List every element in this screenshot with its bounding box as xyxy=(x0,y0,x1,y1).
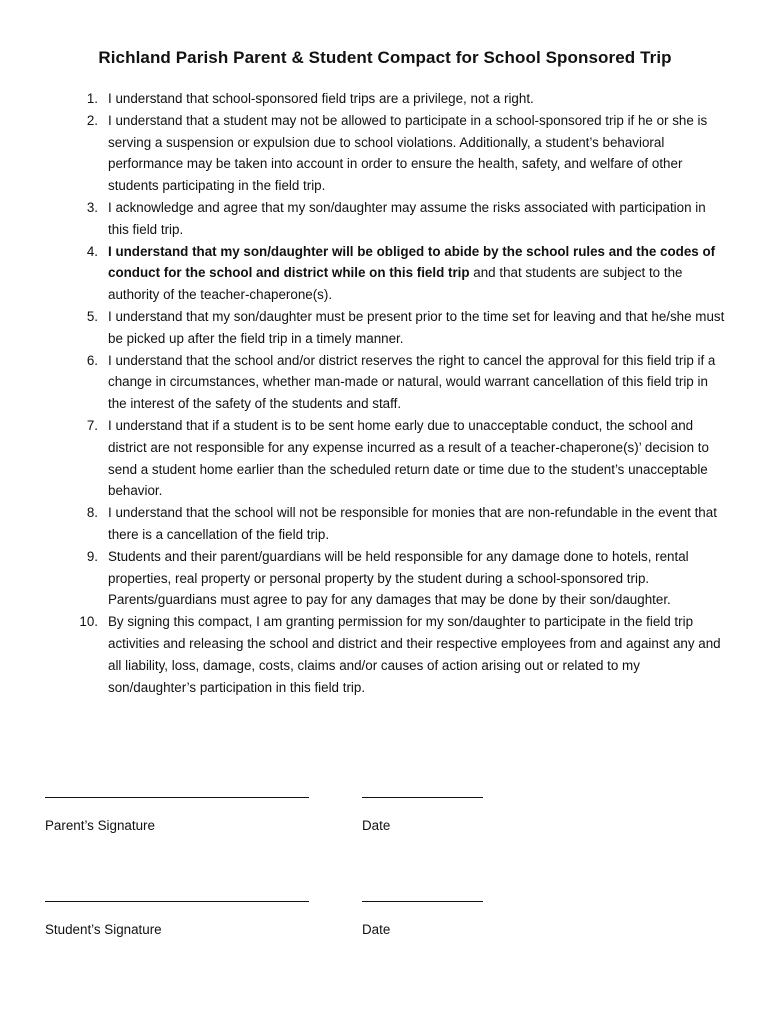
list-item xyxy=(0,241,770,306)
item-number: 9. xyxy=(86,548,98,564)
student-date-line[interactable] xyxy=(362,901,483,902)
list-item xyxy=(0,502,770,546)
item-text: I understand that a student may not be allowed to participate in a school-sponsored trip if he or she is serving a suspension or expulsion due to school violations. Additionally, a student’s behavioral performance may be taken into account in order to ensure the health, safety, and welfare of other students participating in the field trip. xyxy=(108,112,708,194)
item-number: 2. xyxy=(86,112,98,128)
list-item xyxy=(0,110,770,197)
item-text: I acknowledge and agree that my son/daughter may assume the risks associated with participation in this field trip. xyxy=(108,199,706,237)
item-number: 3. xyxy=(86,199,98,215)
item-text: and that students are subject to the authority of the teacher-chaperone(s). xyxy=(108,265,683,303)
item-number: 6. xyxy=(86,352,98,368)
student-signature-line[interactable] xyxy=(45,901,309,902)
item-text: I understand that school-sponsored field trips are a privilege, not a right. xyxy=(108,91,534,106)
parent-signature-line[interactable] xyxy=(45,797,309,798)
item-number: 10. xyxy=(79,614,98,630)
item-text: I understand that the school and/or district reserves the right to cancel the approval for this field trip if a change in circumstances, whether man-made or natural, would warrant cancellation of this field trip in the interest of the safety of the students and staff. xyxy=(108,352,716,412)
compact-terms-list xyxy=(0,88,770,698)
list-item xyxy=(0,88,770,110)
item-bold-text: I understand that my son/daughter will be obliged to abide by the school rules and the codes of conduct for the school and district while on this field trip xyxy=(108,243,716,281)
item-number: 7. xyxy=(86,417,98,433)
item-text: I understand that if a student is to be sent home early due to unacceptable conduct, the school and district are not responsible for any expense incurred as a result of a teacher-chaperone(s)’ decision to send a student home earlier than the scheduled return date or time due to the student’s unacceptable behavior. xyxy=(108,417,709,499)
item-text: By signing this compact, I am granting permission for my son/daughter to participate in the field trip activities and releasing the school and district and their respective employees from and against any and all liability, loss, damage, costs, claims and/or causes of action arising out or related to my son/daughter’s participation in this field trip. xyxy=(108,614,721,695)
item-text: Students and their parent/guardians will be held responsible for any damage done to hotels, rental properties, real property or personal property by the student during a school-sponsored trip. Parents/guardians must agree to pay for any damages that may be done by their son/daughter. xyxy=(108,548,689,608)
item-number: 1. xyxy=(86,91,98,106)
list-item xyxy=(0,611,770,698)
student-signature-label: Student’s Signature xyxy=(45,922,162,937)
student-date-label: Date xyxy=(362,922,391,937)
parent-signature-label: Parent’s Signature xyxy=(45,818,155,833)
list-item xyxy=(0,415,770,502)
list-item xyxy=(0,306,770,350)
parent-date-line[interactable] xyxy=(362,797,483,798)
parent-date-label: Date xyxy=(362,818,391,833)
item-text: I understand that my son/daughter must be present prior to the time set for leaving and that he/she must be picked up after the field trip in a timely manner. xyxy=(108,308,725,346)
document-title: Richland Parish Parent & Student Compact for School Sponsored Trip xyxy=(98,48,672,67)
item-number: 4. xyxy=(86,243,98,259)
list-item xyxy=(0,350,770,415)
item-number: 8. xyxy=(86,505,98,521)
list-item xyxy=(0,197,770,241)
list-item xyxy=(0,546,770,611)
item-text: I understand that the school will not be responsible for monies that are non-refundable in the event that there is a cancellation of the field trip. xyxy=(108,505,717,542)
item-number: 5. xyxy=(86,308,98,324)
